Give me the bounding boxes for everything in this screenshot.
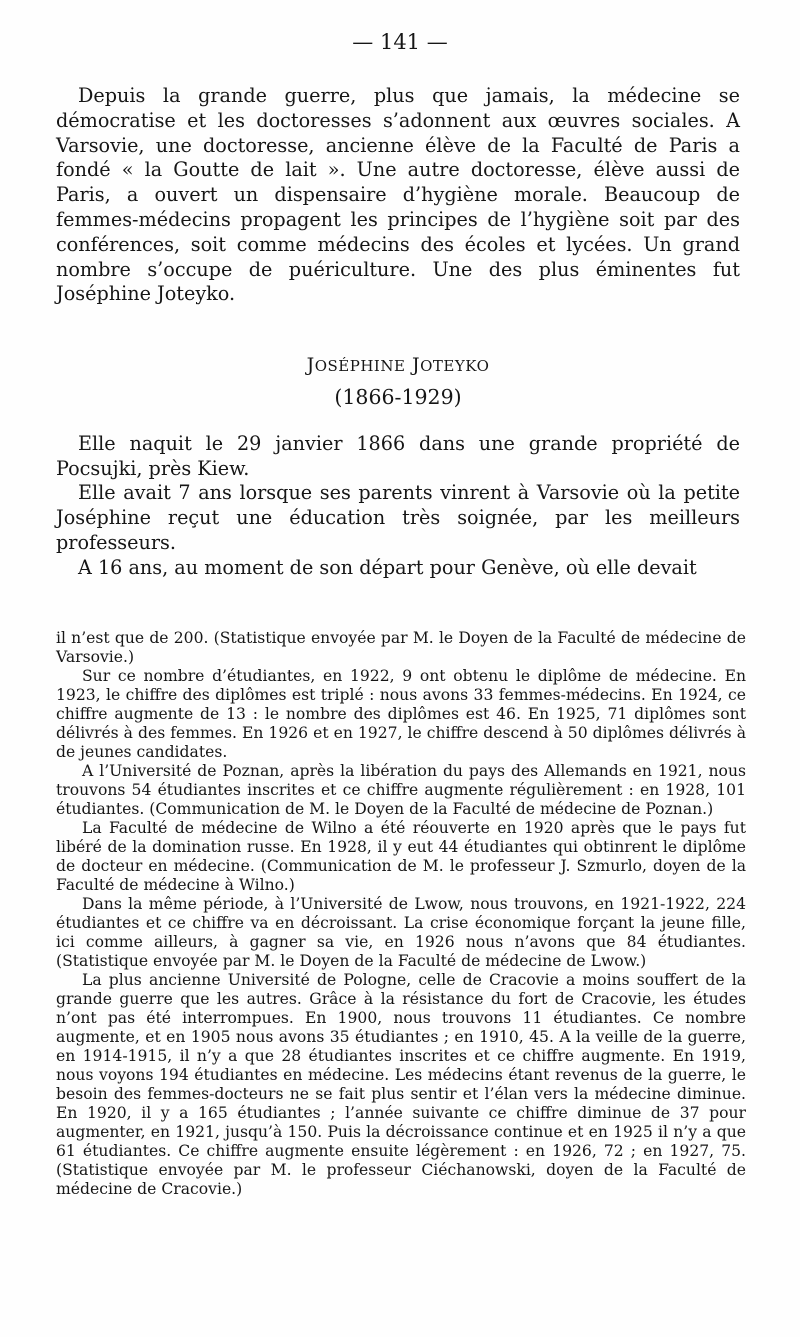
intro-paragraph: Depuis la grande guerre, plus que jamais, la médecine se démocratise et les doctoresses s’adonnent aux œuvres sociales. A Varsovie, une doctoresse, ancienne élève de la Faculté de Paris a fondé « la Goutte de lait ». Une autre doctoresse, élève aussi de Paris, a ouvert un dispensaire d’hygiène morale. Beaucoup de femmes-médecins propagent les principes de l’hygiène soit par des conférences, soit comme médecins des écoles et lycées. Un grand nombre s’occupe de puériculture. Une des plus éminentes fut Joséphine Joteyko. — [56, 84, 740, 306]
footnote-paragraph: A l’Université de Poznan, après la libération du pays des Allemands en 1921, nous trouvons 54 étudiantes inscrites et ce chiffre augmente régulièrement : en 1928, 101 étudiantes. (Communication de M. le Doyen de la Faculté de médecine de Poznan.) — [56, 762, 746, 818]
main-text — [56, 84, 740, 581]
page-number: — 141 — — [352, 30, 448, 54]
body-paragraph: A 16 ans, au moment de son départ pour Genève, où elle devait — [78, 555, 697, 579]
section-heading — [56, 353, 740, 379]
section-dates: (1866-1929) — [334, 384, 462, 409]
body-paragraph: Elle naquit le 29 janvier 1866 dans une grande propriété de Pocsujki, près Kiew. — [56, 431, 740, 480]
footnote-paragraph: il n’est que de 200. (Statistique envoyée par M. le Doyen de la Faculté de médecine de Varsovie.) — [56, 629, 746, 666]
footnote-paragraph: Dans la même période, à l’Université de Lwow, nous trouvons, en 1921-1922, 224 étudiantes et ce chiffre va en décroissant. La crise économique forçant la jeune fille, ici comme ailleurs, à gagner sa vie, en 1926 nous n’avons que 84 étudiantes. (Statistique envoyée par M. le Doyen de la Faculté de médecine de Lwow.) — [56, 895, 746, 970]
body-paragraph: Elle avait 7 ans lorsque ses parents vinrent à Varsovie où la petite Joséphine reçut une éducation très soignée, par les meilleurs professeurs. — [56, 481, 740, 554]
heading-first-initial: J — [306, 354, 315, 377]
footnote-paragraph: La Faculté de médecine de Wilno a été réouverte en 1920 après que le pays fut libéré de la domination russe. En 1928, il y eut 44 étudiantes qui obtinrent le diplôme de docteur en médecine. (Communication de M. le professeur J. Szmurlo, doyen de la Faculté de médecine à Wilno.) — [56, 819, 746, 894]
footnotes — [56, 629, 746, 1199]
heading-last-initial: J — [411, 354, 421, 377]
heading-first-rest: OSÉPHINE — [314, 357, 406, 376]
footnote-paragraph: La plus ancienne Université de Pologne, celle de Cracovie a moins souffert de la grande guerre que les autres. Grâce à la résistance du fort de Cracovie, les études n’ont pas été interrompues. En 1900, nous trouvons 11 étudiantes. Ce nombre augmente, et en 1905 nous avons 35 étudiantes ; en 1910, 45. A la veille de la guerre, en 1914-1915, il n’y a que 28 étudiantes inscrites et ce chiffre augmente. En 1919, nous voyons 194 étudiantes en médecine. Les médecins étant revenus de la guerre, le besoin des femmes-docteurs ne se fait plus sentir et l’élan vers la médecine diminue. En 1920, il y a 165 étudiantes ; l’année suivante ce chiffre diminue de 37 pour augmenter, en 1921, jusqu’à 150. Puis la décroissance continue et en 1925 il n’y a que 61 étudiantes. Ce chiffre augmente ensuite légèrement : en 1926, 72 ; en 1927, 75. (Statistique envoyée par M. le professeur Ciéchanowski, doyen de la Faculté de médecine de Cracovie.) — [56, 971, 746, 1198]
footnote-paragraph: Sur ce nombre d’étudiantes, en 1922, 9 ont obtenu le diplôme de médecine. En 1923, le chiffre des diplômes est triplé : nous avons 33 femmes-médecins. En 1924, ce chiffre augmente de 13 : le nombre des diplômes est 46. En 1925, 71 diplômes sont délivrés à des femmes. En 1926 et en 1927, le chiffre descend à 50 diplômes délivrés à de jeunes candidates. — [56, 667, 746, 761]
heading-last-rest: OTEYKO — [420, 357, 490, 376]
